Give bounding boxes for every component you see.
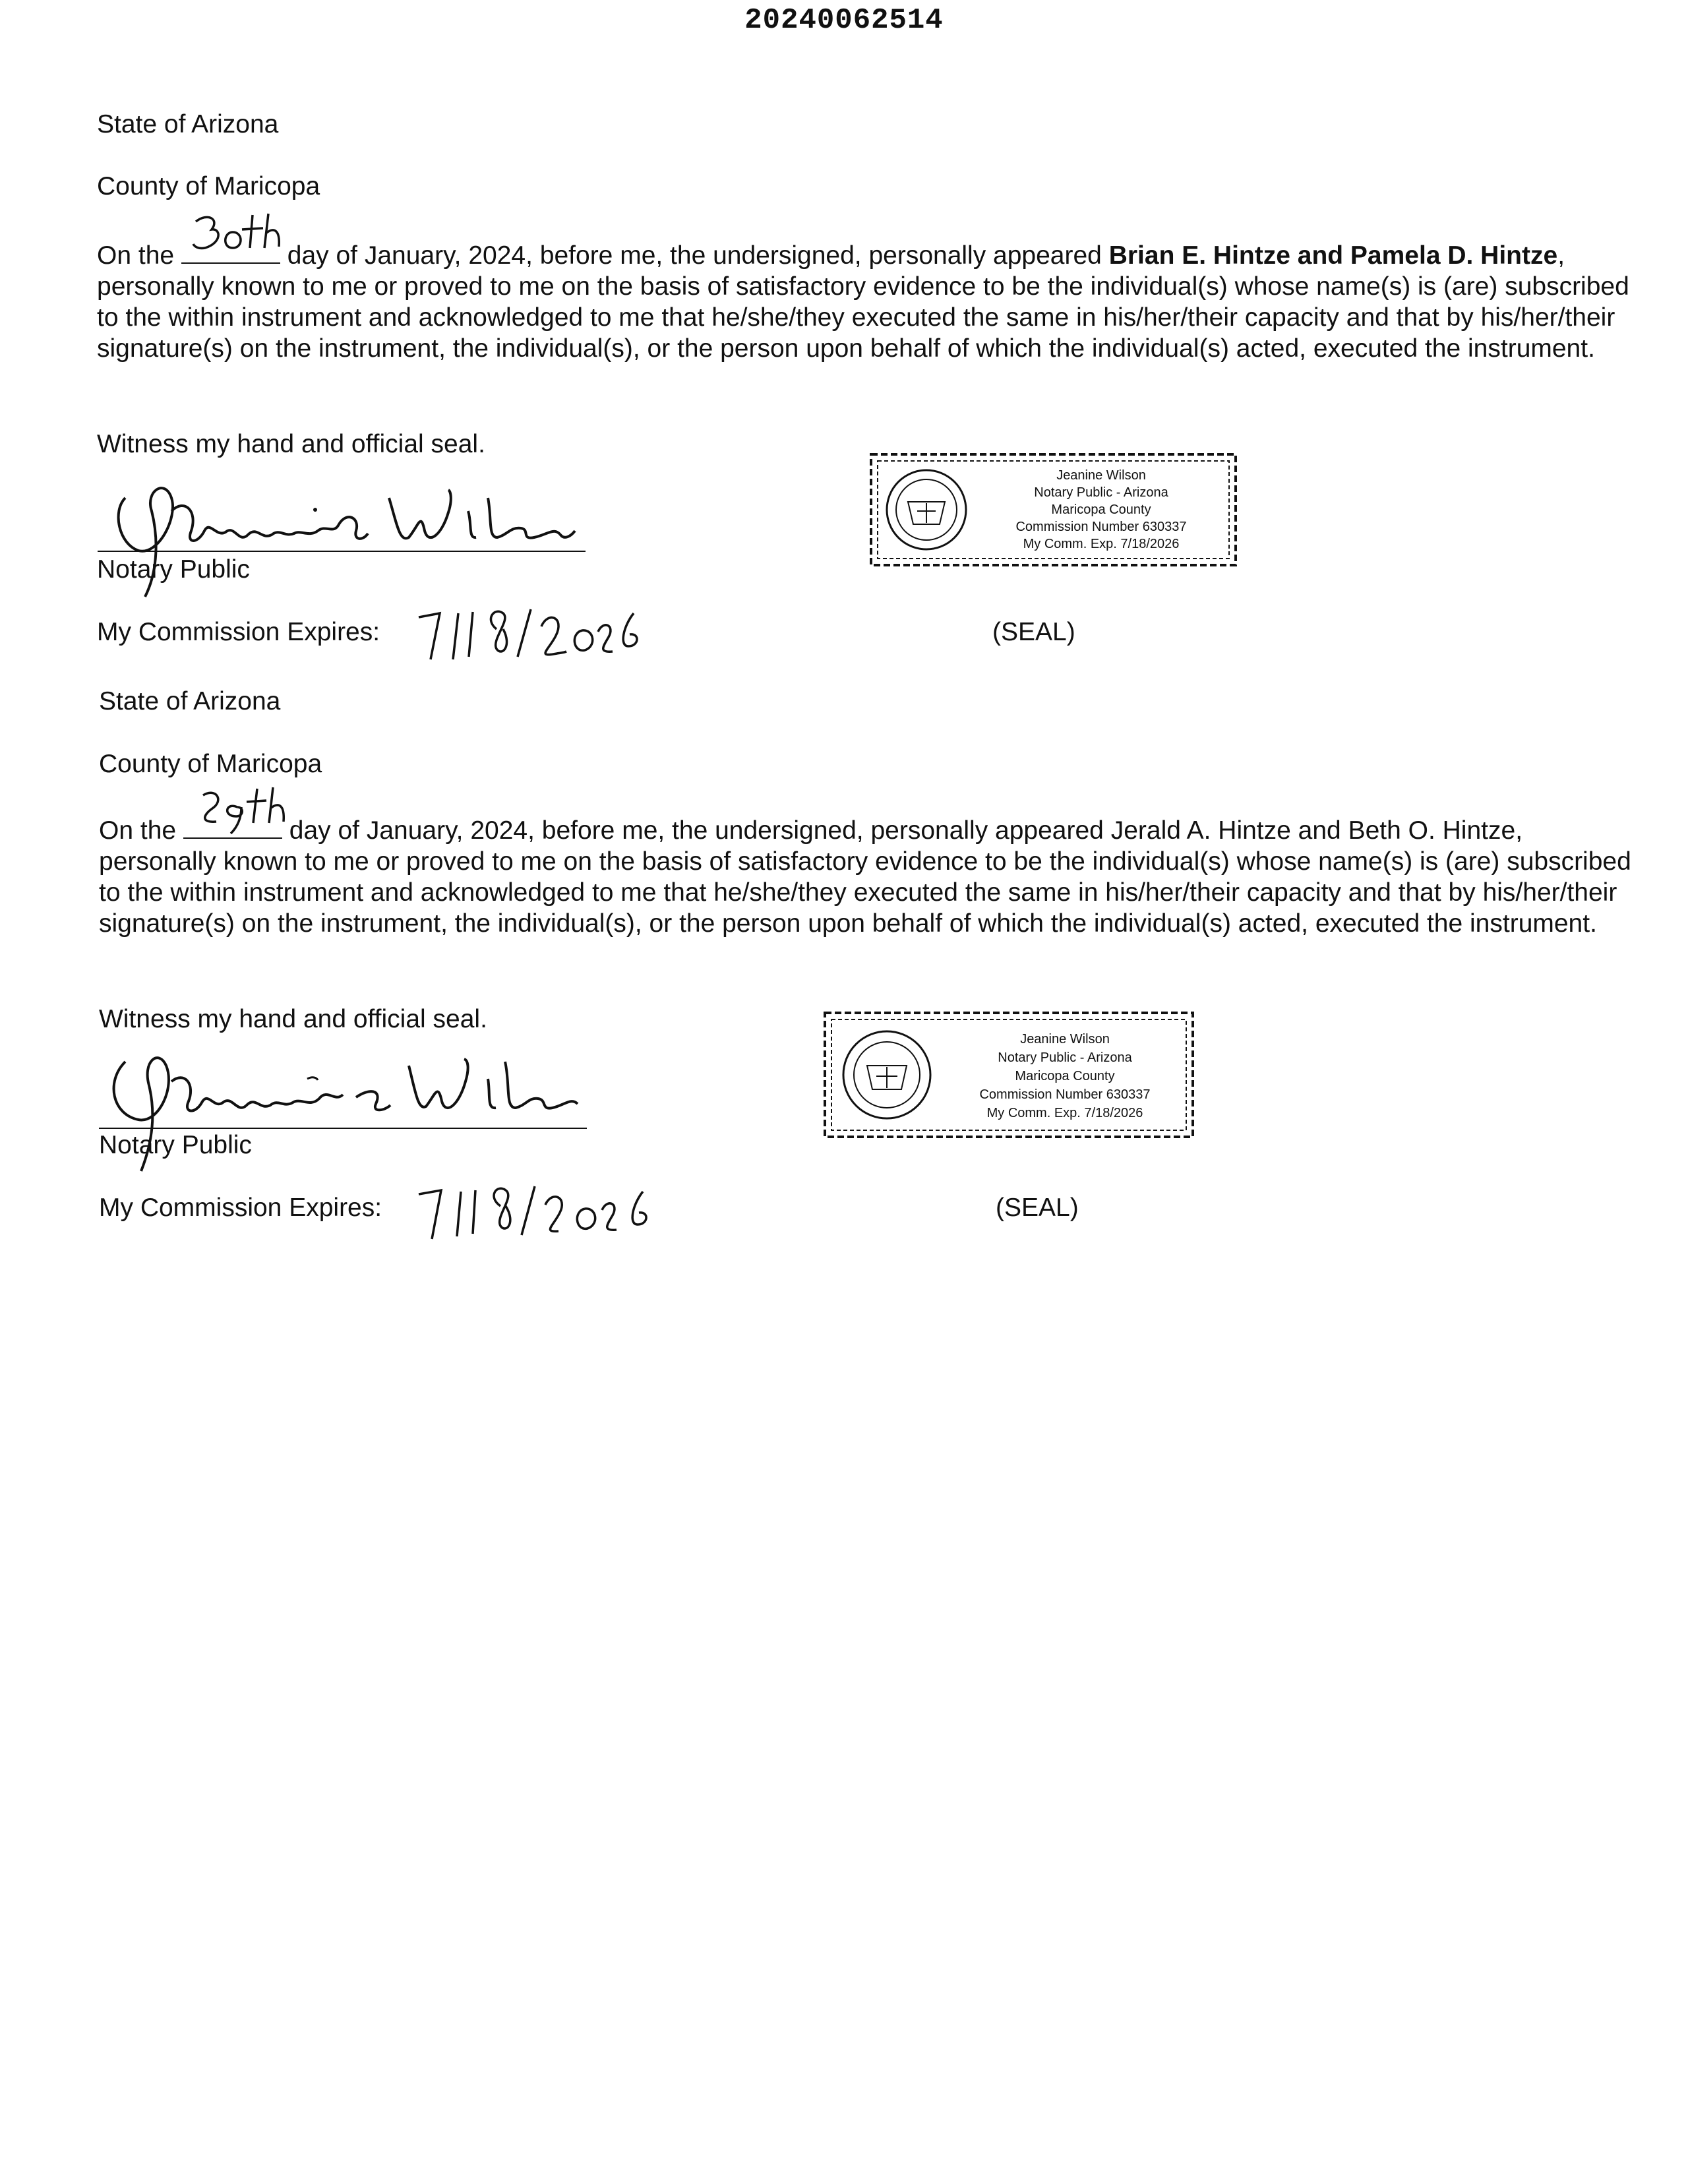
notary-stamp-2 (821, 1009, 1197, 1141)
handwritten-day-2 (183, 785, 295, 837)
state-heading-2: State of Arizona (99, 687, 281, 715)
day-blank-1 (181, 236, 280, 264)
signature-line-2 (99, 1128, 587, 1129)
stamp-2-line4: Commission Number 630337 (979, 1087, 1151, 1102)
stamp-2-line1: Jeanine Wilson (1020, 1032, 1110, 1046)
stamp-2-line2: Notary Public - Arizona (998, 1050, 1132, 1065)
seal-label-1: (SEAL) (992, 618, 1075, 646)
witness-line-2: Witness my hand and official seal. (99, 1005, 487, 1033)
state-heading-1: State of Arizona (97, 110, 279, 138)
body-2: day of January, 2024, before me, the undersigned, personally appeared Jerald A. Hintze and Beth O. Hintze, personally known to me or proved to me on the basis of satisfactory evidence to be the individual(s) whose name(s) is (are) subscribed to the within instrument and acknowledged to me that he/she/they executed the same in his/her/their capacity and that by his/her/their signature(s) on the instrument, the individual(s), or the person upon behalf of which the individual(s) acted, executed the instrument. (99, 816, 1631, 938)
signature-line-1 (98, 551, 586, 552)
notary-public-label-2: Notary Public (99, 1131, 252, 1159)
seal-label-2: (SEAL) (996, 1194, 1079, 1222)
stamp-2-line3: Maricopa County (1015, 1069, 1115, 1083)
notary-public-label-1: Notary Public (97, 555, 250, 584)
witness-line-1: Witness my hand and official seal. (97, 430, 485, 458)
handwritten-expiry-2 (412, 1170, 663, 1243)
body-start-1: day of January, 2024, before me, the undersigned, personally appeared (280, 241, 1109, 270)
body-end-1: , personally known to me or proved to me on the basis of satisfactory evidence to be the individual(s) whose name(s) is (are) subscribed to the within instrument and acknowledged to me that he/she/they executed the same in his/her/their capacity and that by his/her/their signature(s) on the instrument, the individual(s), or the person upon behalf of which the individual(s) acted, executed the instrument. (97, 241, 1629, 363)
stamp-1-line1: Jeanine Wilson (1056, 468, 1146, 483)
commission-expires-label-1: My Commission Expires: (97, 618, 380, 646)
commission-expires-label-2: My Commission Expires: (99, 1194, 382, 1222)
signer-names-1: Brian E. Hintze and Pamela D. Hintze (1108, 241, 1558, 270)
acknowledgment-paragraph-2 (99, 811, 1642, 939)
stamp-1-line3: Maricopa County (1051, 502, 1151, 517)
stamp-1-line5: My Comm. Exp. 7/18/2026 (1023, 537, 1180, 551)
document-number: 20240062514 (744, 4, 944, 37)
acknowledgment-paragraph-1 (97, 236, 1640, 364)
stamp-1-line4: Commission Number 630337 (1015, 520, 1187, 534)
on-the-label: On the (97, 241, 175, 270)
day-blank-2 (183, 811, 282, 839)
handwritten-day-1 (181, 210, 293, 262)
stamp-1-line2: Notary Public - Arizona (1034, 485, 1168, 500)
county-heading-2: County of Maricopa (99, 750, 322, 778)
on-the-label-2: On the (99, 816, 177, 845)
notary-stamp-1 (867, 450, 1240, 569)
stamp-2-line5: My Comm. Exp. 7/18/2026 (986, 1106, 1143, 1120)
county-heading-1: County of Maricopa (97, 172, 320, 200)
handwritten-expiry-1 (412, 593, 649, 666)
